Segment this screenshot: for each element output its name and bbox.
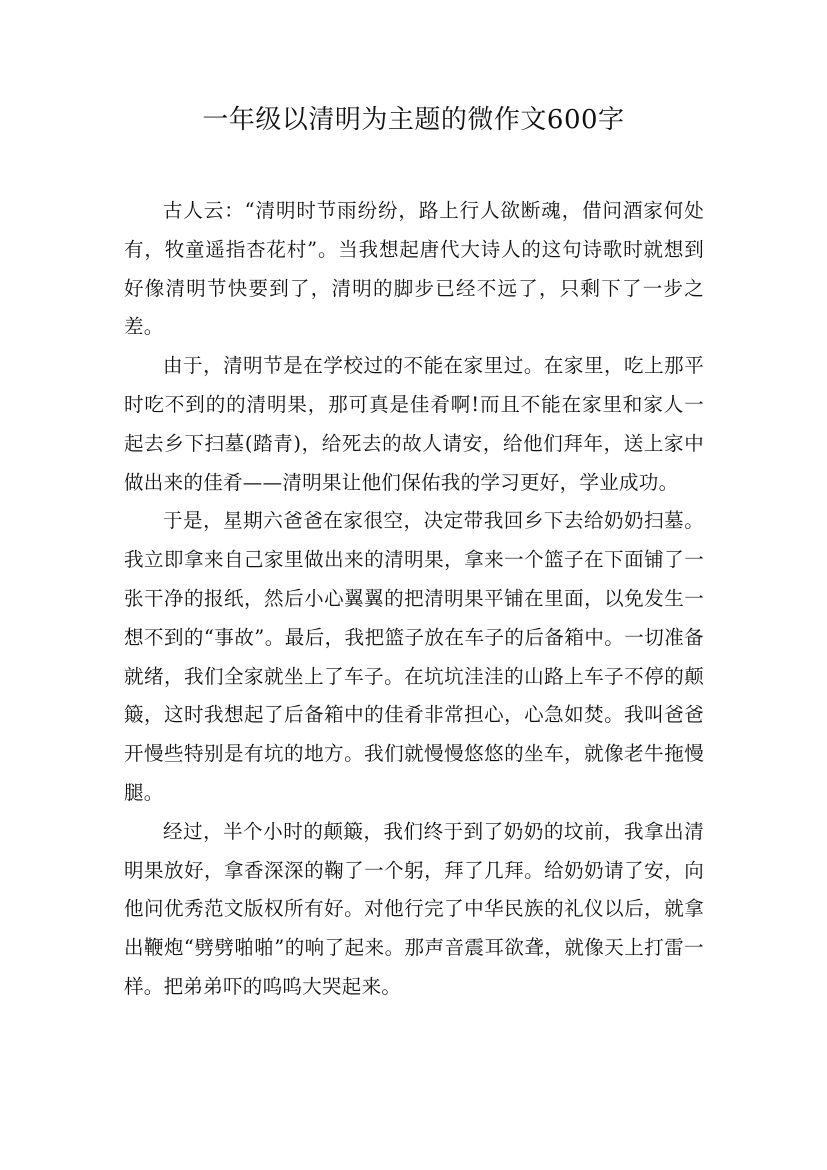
paragraph: 于是，星期六爸爸在家很空，决定带我回乡下去给奶奶扫墓。我立即拿来自己家里做出来的清明果，拿来一个篮子在下面铺了一张干净的报纸，然后小心翼翼的把清明果平铺在里面，以免发生一想不到的“事故”。最后，我把篮子放在车子的后备箱中。一切准备就绪，我们全家就坐上了车子。在坑坑洼洼的山路上车子不停的颠簸，这时我想起了后备箱中的佳肴非常担心，心急如焚。我叫爸爸开慢些特别是有坑的地方。我们就慢慢悠悠的坐车，就像老牛拖慢腿。 bbox=[124, 509, 704, 804]
essay-body bbox=[124, 192, 704, 1007]
paragraph: 经过，半个小时的颠簸，我们终于到了奶奶的坟前，我拿出清明果放好，拿香深深的鞠了一个躬，拜了几拜。给奶奶请了安，向他问优秀范文版权所有好。对他行完了中华民族的礼仪以后，就拿出鞭炮“劈劈啪啪”的响了起来。那声音震耳欲聋，就像天上打雷一样。把弟弟吓的呜呜大哭起来。 bbox=[124, 819, 704, 998]
page-title: 一年级以清明为主题的微作文600字 bbox=[202, 105, 625, 135]
paragraph: 古人云：“清明时节雨纷纷，路上行人欲断魂，借问酒家何处有，牧童遥指杏花村”。当我想起唐代大诗人的这句诗歌时就想到好像清明节快要到了，清明的脚步已经不远了，只剩下了一步之差。 bbox=[124, 199, 704, 339]
paragraph: 由于，清明节是在学校过的不能在家里过。在家里，吃上那平时吃不到的的清明果，那可真是佳肴啊!而且不能在家里和家人一起去乡下扫墓(踏青)，给死去的故人请安，给他们拜年，送上家中做出来的佳肴——清明果让他们保佑我的学习更好，学业成功。 bbox=[124, 354, 704, 494]
